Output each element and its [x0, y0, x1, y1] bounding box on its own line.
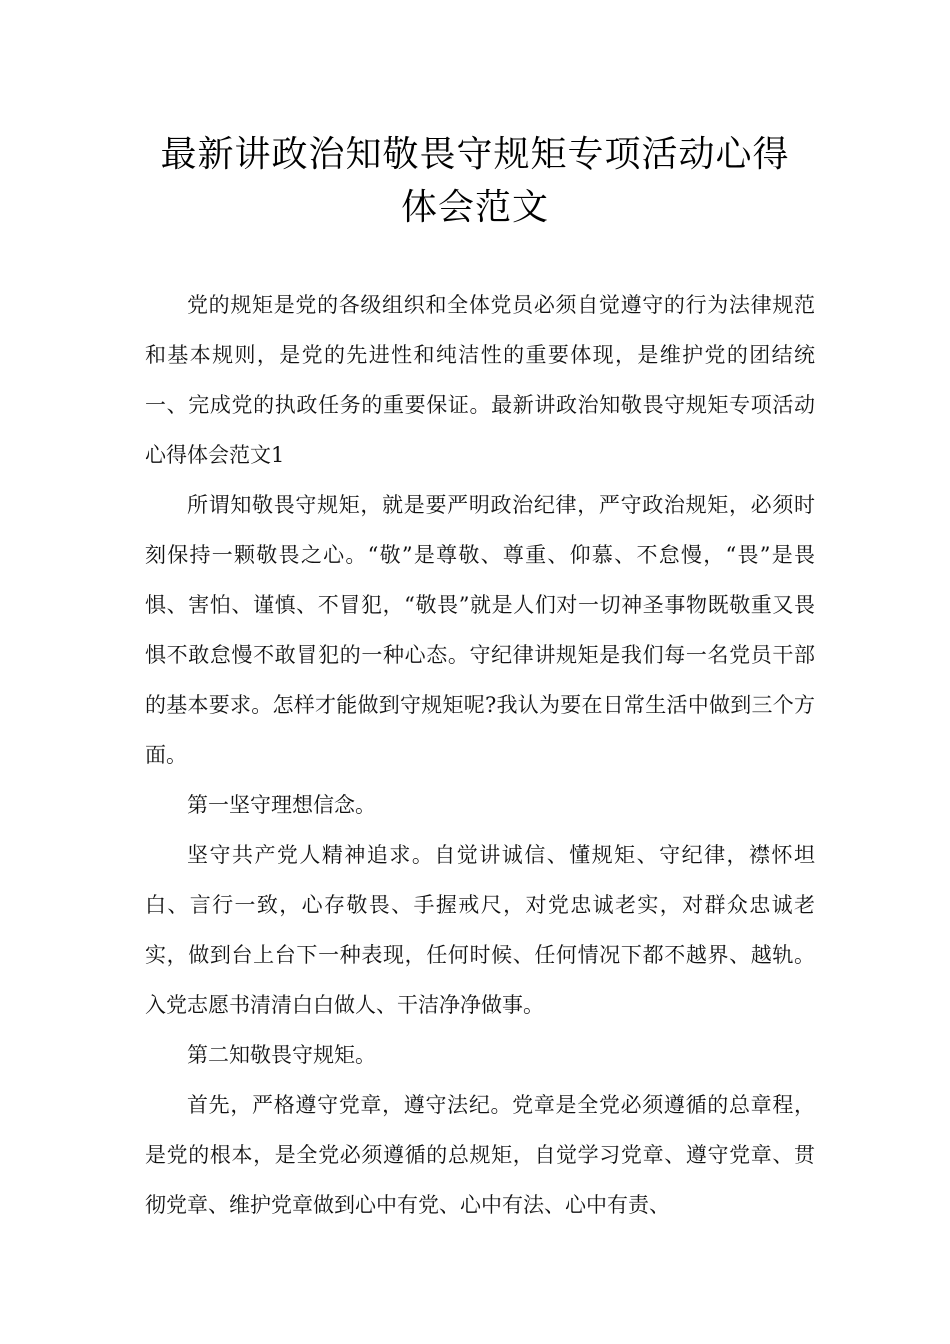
- paragraph-heading-second: 第二知敬畏守规矩。: [187, 1043, 376, 1067]
- document-body: [145, 280, 815, 1230]
- paragraph-party-constitution: 首先，严格遵守党章，遵守法纪。党章是全党必须遵循的总章程，是党的根本，是全党必须遵循的总规矩，自觉学习党章、遵守党章、贯彻党章、维护党章做到心中有党、心中有法、心中有责、: [145, 1093, 815, 1217]
- paragraph-meaning: 所谓知敬畏守规矩，就是要严明政治纪律，严守政治规矩，必须时刻保持一颗敬畏之心。“敬”是尊敬、尊重、仰慕、不怠慢，“畏”是畏惧、害怕、谨慎、不冒犯，“敬畏”就是人们对一切神圣事物既敬重又畏惧不敢怠慢不敢冒犯的一种心态。守纪律讲规矩是我们每一名党员干部的基本要求。怎样才能做到守规矩呢?我认为要在日常生活中做到三个方面。: [145, 493, 815, 767]
- paragraph-intro: 党的规矩是党的各级组织和全体党员必须自觉遵守的行为法律规范和基本规则，是党的先进性和纯洁性的重要体现，是维护党的团结统一、完成党的执政任务的重要保证。最新讲政治知敬畏守规矩专项活动心得体会范文1: [145, 293, 815, 467]
- title-line-2: 体会范文: [400, 187, 549, 228]
- document-title: [100, 128, 850, 234]
- paragraph-heading-first: 第一坚守理想信念。: [187, 793, 376, 817]
- paragraph-ideals: 坚守共产党人精神追求。自觉讲诚信、懂规矩、守纪律，襟怀坦白、言行一致，心存敬畏、手握戒尺，对党忠诚老实，对群众忠诚老实，做到台上台下一种表现，任何时候、任何情况下都不越界、越轨。入党志愿书清清白白做人、干洁净净做事。: [145, 843, 815, 1017]
- title-line-1: 最新讲政治知敬畏守规矩专项活动心得: [160, 134, 790, 175]
